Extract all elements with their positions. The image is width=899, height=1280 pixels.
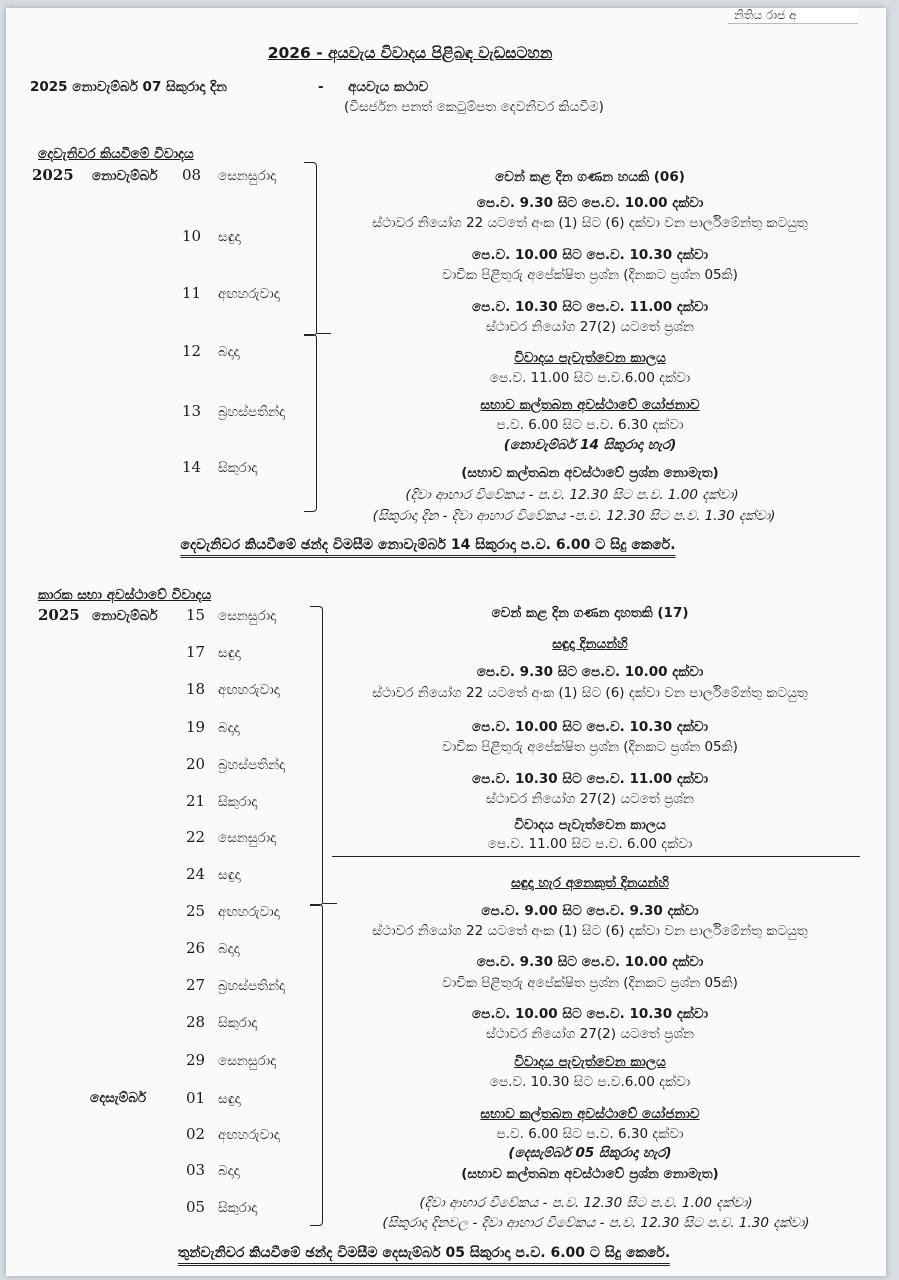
day-number: 25 xyxy=(186,902,206,920)
cs-m-slot2-time: පෙ.ව. 10.00 සිට පෙ.ව. 10.30 දක්වා xyxy=(471,719,709,735)
sr-bracket-bottom xyxy=(304,334,317,512)
day-number: 13 xyxy=(182,402,202,420)
day-number: 08 xyxy=(182,166,202,184)
day-number: 10 xyxy=(182,227,202,245)
cs-m-slot3-time: පෙ.ව. 10.30 සිට පෙ.ව. 11.00 දක්වා xyxy=(471,771,709,787)
day-number: 05 xyxy=(186,1198,206,1216)
cs-o-debate-heading: විවාදය පැවැත්වෙන කාලය xyxy=(514,1054,666,1070)
cs-vote: තුන්වැනිවර කියවීමේ ඡන්ද විමසීම දෙසැම්බර් 05 සිකුරාදා ප.ව. 6.00 ට සිදු කෙරේ. xyxy=(178,1244,670,1266)
day-name: සෙනසුරාදා xyxy=(218,608,277,624)
day-number: 24 xyxy=(186,865,206,883)
day-name: බදාදා xyxy=(218,941,240,957)
day-name: බදාදා xyxy=(218,720,240,736)
cs-o-slot3-desc: ස්ථාවර නියෝග 27(2) යටතේ ප්‍රශ්න xyxy=(486,1026,694,1042)
day-name: සිකුරාදා xyxy=(218,1200,258,1216)
budget-speech-label: අයවැය කථාව xyxy=(348,79,429,95)
sr-slot2-time: පෙ.ව. 10.00 සිට පෙ.ව. 10.30 දක්වා xyxy=(471,247,709,263)
day-name: බ්‍රහස්පතින්දා xyxy=(218,404,286,420)
cs-adjourn-except: (දෙසැම්බර් 05 සිකුරාදා හැර) xyxy=(508,1145,672,1161)
sr-adjourn-time: ප.ව. 6.00 සිට ප.ව. 6.30 දක්වා xyxy=(496,417,684,433)
sr-adjourn-except: (නොවැම්බර් 14 සිකුරාදා හැර) xyxy=(503,437,677,453)
cs-o-slot2-desc: වාචික පිළිතුරු අපේක්ෂිත ප්‍රශ්න (දිනකට ප්‍රශ්න 05කි) xyxy=(442,975,738,991)
sr-adjourn-heading: සභාව කල්තබන අවස්ථාවේ යෝජනාව xyxy=(480,397,700,413)
budget-speech-sublabel: (විසර්ජන පනත් කෙටුම්පත දෙවනිවර කියවීම) xyxy=(344,99,604,115)
cs-m-slot2-desc: වාචික පිළිතුරු අපේක්ෂිත ප්‍රශ්න (දිනකට ප්‍රශ්න 05කි) xyxy=(442,739,738,755)
cs-bracket-bottom xyxy=(310,904,323,1226)
budget-speech-dash: - xyxy=(318,79,324,95)
day-number: 29 xyxy=(186,1051,206,1069)
sr-bracket-tip xyxy=(317,333,331,334)
document-page xyxy=(6,8,886,1276)
cs-o-slot1-desc: ස්ථාවර නියෝග 22 යටතේ අංක (1) සිට (6) දක්වා වන පාර්ලිමේන්තු කටයුතු xyxy=(372,923,808,939)
cs-adjourn-heading: සභාව කල්තබන අවස්ථාවේ යෝජනාව xyxy=(480,1106,700,1122)
cs-o-slot1-time: පෙ.ව. 9.00 සිට පෙ.ව. 9.30 දක්වා xyxy=(481,903,699,919)
day-number: 12 xyxy=(182,342,202,360)
day-number: 01 xyxy=(186,1089,206,1107)
day-name: සෙනසුරාදා xyxy=(218,1053,277,1069)
day-number: 22 xyxy=(186,828,206,846)
day-number: 15 xyxy=(186,606,206,624)
day-name: සෙනසුරාදා xyxy=(218,830,277,846)
sr-allocated: වෙන් කළ දින ගණන හයකි (06) xyxy=(495,169,685,185)
committee-heading: කාරක සභා අවස්ථාවේ විවාදය xyxy=(38,587,212,603)
header-tab: නිතිය රාජ අ xyxy=(728,8,858,24)
day-number: 21 xyxy=(186,792,206,810)
sr-bracket-top xyxy=(304,162,317,336)
sr-slot1-desc: ස්ථාවර නියෝග 22 යටතේ අංක (1) සිට (6) දක්වා වන පාර්ලිමේන්තු කටයුතු xyxy=(372,215,808,231)
day-name: සඳුදා xyxy=(218,1091,241,1107)
day-name: අඟහරුවාදා xyxy=(218,904,280,920)
cs-monday-heading: සඳුදා දිනයන්හි xyxy=(552,636,628,652)
day-name: සඳුදා xyxy=(218,229,241,245)
cs-lunch: (දිවා ආහාර විවේකය - ප.ව. 12.30 සිට ප.ව. 1.00 දක්වා) xyxy=(419,1195,753,1211)
sr-adjourn-no-questions: (සභාව කල්තබන අවස්ථාවේ ප්‍රශ්න නොමැත) xyxy=(461,465,719,481)
cs-other-heading: සඳුදා හැර අනෙකුත් දිනයන්හි xyxy=(511,875,669,891)
cs-lunch-friday: (සිකුරාදා දිනවල - දිවා ආහාර විවේකය - ප.ව. 12.30 සිට ප.ව. 1.30 දක්වා) xyxy=(382,1215,810,1231)
budget-speech-date: 2025 නොවැම්බර් 07 සිකුරාදා දින xyxy=(30,79,227,95)
day-name: අඟහරුවාදා xyxy=(218,1127,280,1143)
sr-lunch-friday: (සිකුරාදා දින - දිවා ආහාර විවේකය -ප.ව. 12.30 සිට ප.ව. 1.30 දක්වා) xyxy=(372,508,776,524)
day-name: බදාදා xyxy=(218,344,240,360)
cs-bracket-tip xyxy=(323,903,337,904)
sr-slot1-time: පෙ.ව. 9.30 සිට පෙ.ව. 10.00 දක්වා xyxy=(476,195,704,211)
day-name: සිකුරාදා xyxy=(218,1015,258,1031)
day-number: 28 xyxy=(186,1013,206,1031)
sr-month: නොවැම්බර් xyxy=(92,168,158,184)
day-name: සිකුරාදා xyxy=(218,460,258,476)
day-name: සඳුදා xyxy=(218,867,241,883)
cs-o-slot3-time: පෙ.ව. 10.00 සිට පෙ.ව. 10.30 දක්වා xyxy=(471,1006,709,1022)
sr-year: 2025 xyxy=(32,166,74,184)
day-name: බදාදා xyxy=(218,1163,240,1179)
day-number: 26 xyxy=(186,939,206,957)
day-name: අඟහරුවාදා xyxy=(218,286,280,302)
day-number: 03 xyxy=(186,1161,206,1179)
day-name: සෙනසුරාදා xyxy=(218,168,277,184)
sr-vote: දෙවැනිවර කියවීමේ ඡන්ද විමසීම නොවැම්බර් 14 සිකුරාදා ප.ව. 6.00 ට සිදු කෙරේ. xyxy=(180,536,675,558)
cs-m-slot1-time: පෙ.ව. 9.30 සිට පෙ.ව. 10.00 දක්වා xyxy=(476,664,704,680)
cs-o-slot2-time: පෙ.ව. 9.30 සිට පෙ.ව. 10.00 දක්වා xyxy=(476,954,704,970)
cs-m-slot1-desc: ස්ථාවර නියෝග 22 යටතේ අංක (1) සිට (6) දක්වා වන පාර්ලිමේන්තු කටයුතු xyxy=(372,685,808,701)
cs-year: 2025 xyxy=(38,606,80,624)
cs-bracket-top xyxy=(310,606,323,906)
day-number: 18 xyxy=(186,680,206,698)
sr-debate-time: පෙ.ව. 11.00 සිට ප.ව.6.00 දක්වා xyxy=(489,370,691,386)
day-name: බ්‍රහස්පතින්දා xyxy=(218,978,286,994)
cs-m-debate-time: පෙ.ව. 11.00 සිට ප.ව. 6.00 දක්වා xyxy=(487,836,693,852)
day-number: 19 xyxy=(186,718,206,736)
second-reading-heading: දෙවැනිවර කියවීමේ විවාදය xyxy=(38,146,194,162)
day-number: 11 xyxy=(182,284,202,302)
cs-month: නොවැම්බර් xyxy=(92,608,158,624)
day-number: 14 xyxy=(182,458,202,476)
cs-allocated: වෙන් කළ දින ගණන දාහතකි (17) xyxy=(491,605,689,621)
sr-lunch: (දිවා ආහාර විවේකය - ප.ව. 12.30 සිට ප.ව. 1.00 දක්වා) xyxy=(405,487,739,503)
day-name: අඟහරුවාදා xyxy=(218,682,280,698)
day-number: 17 xyxy=(186,643,206,661)
cs-o-debate-time: පෙ.ව. 10.30 සිට ප.ව.6.00 දක්වා xyxy=(489,1074,691,1090)
sr-slot3-desc: ස්ථාවර නියෝග 27(2) යටතේ ප්‍රශ්න xyxy=(486,319,694,335)
day-number: 02 xyxy=(186,1125,206,1143)
cs-month-december: දෙසැම්බර් xyxy=(90,1090,147,1106)
day-number: 27 xyxy=(186,976,206,994)
cs-divider xyxy=(332,856,860,857)
cs-adjourn-time: ප.ව. 6.00 සිට ප.ව. 6.30 දක්වා xyxy=(496,1126,684,1142)
sr-slot2-desc: වාචික පිළිතුරු අපේක්ෂිත ප්‍රශ්න (දිනකට ප්‍රශ්න 05කි) xyxy=(442,267,738,283)
cs-adjourn-no-questions: (සභාව කල්තබන අවස්ථාවේ ප්‍රශ්න නොමැත) xyxy=(461,1166,719,1182)
page-title: 2026 - අයවැය විවාදය පිළිබඳ වැඩසටහන xyxy=(267,44,553,62)
day-name: සිකුරාදා xyxy=(218,794,258,810)
day-name: සඳුදා xyxy=(218,645,241,661)
day-name: බ්‍රහස්පතින්දා xyxy=(218,757,286,773)
cs-m-slot3-desc: ස්ථාවර නියෝග 27(2) යටතේ ප්‍රශ්න xyxy=(486,791,694,807)
cs-m-debate-heading: විවාදය පැවැත්වෙන කාලය xyxy=(514,817,666,833)
sr-slot3-time: පෙ.ව. 10.30 සිට පෙ.ව. 11.00 දක්වා xyxy=(471,299,709,315)
sr-debate-heading: විවාදය පැවැත්වෙන කාලය xyxy=(514,350,666,366)
day-number: 20 xyxy=(186,755,206,773)
